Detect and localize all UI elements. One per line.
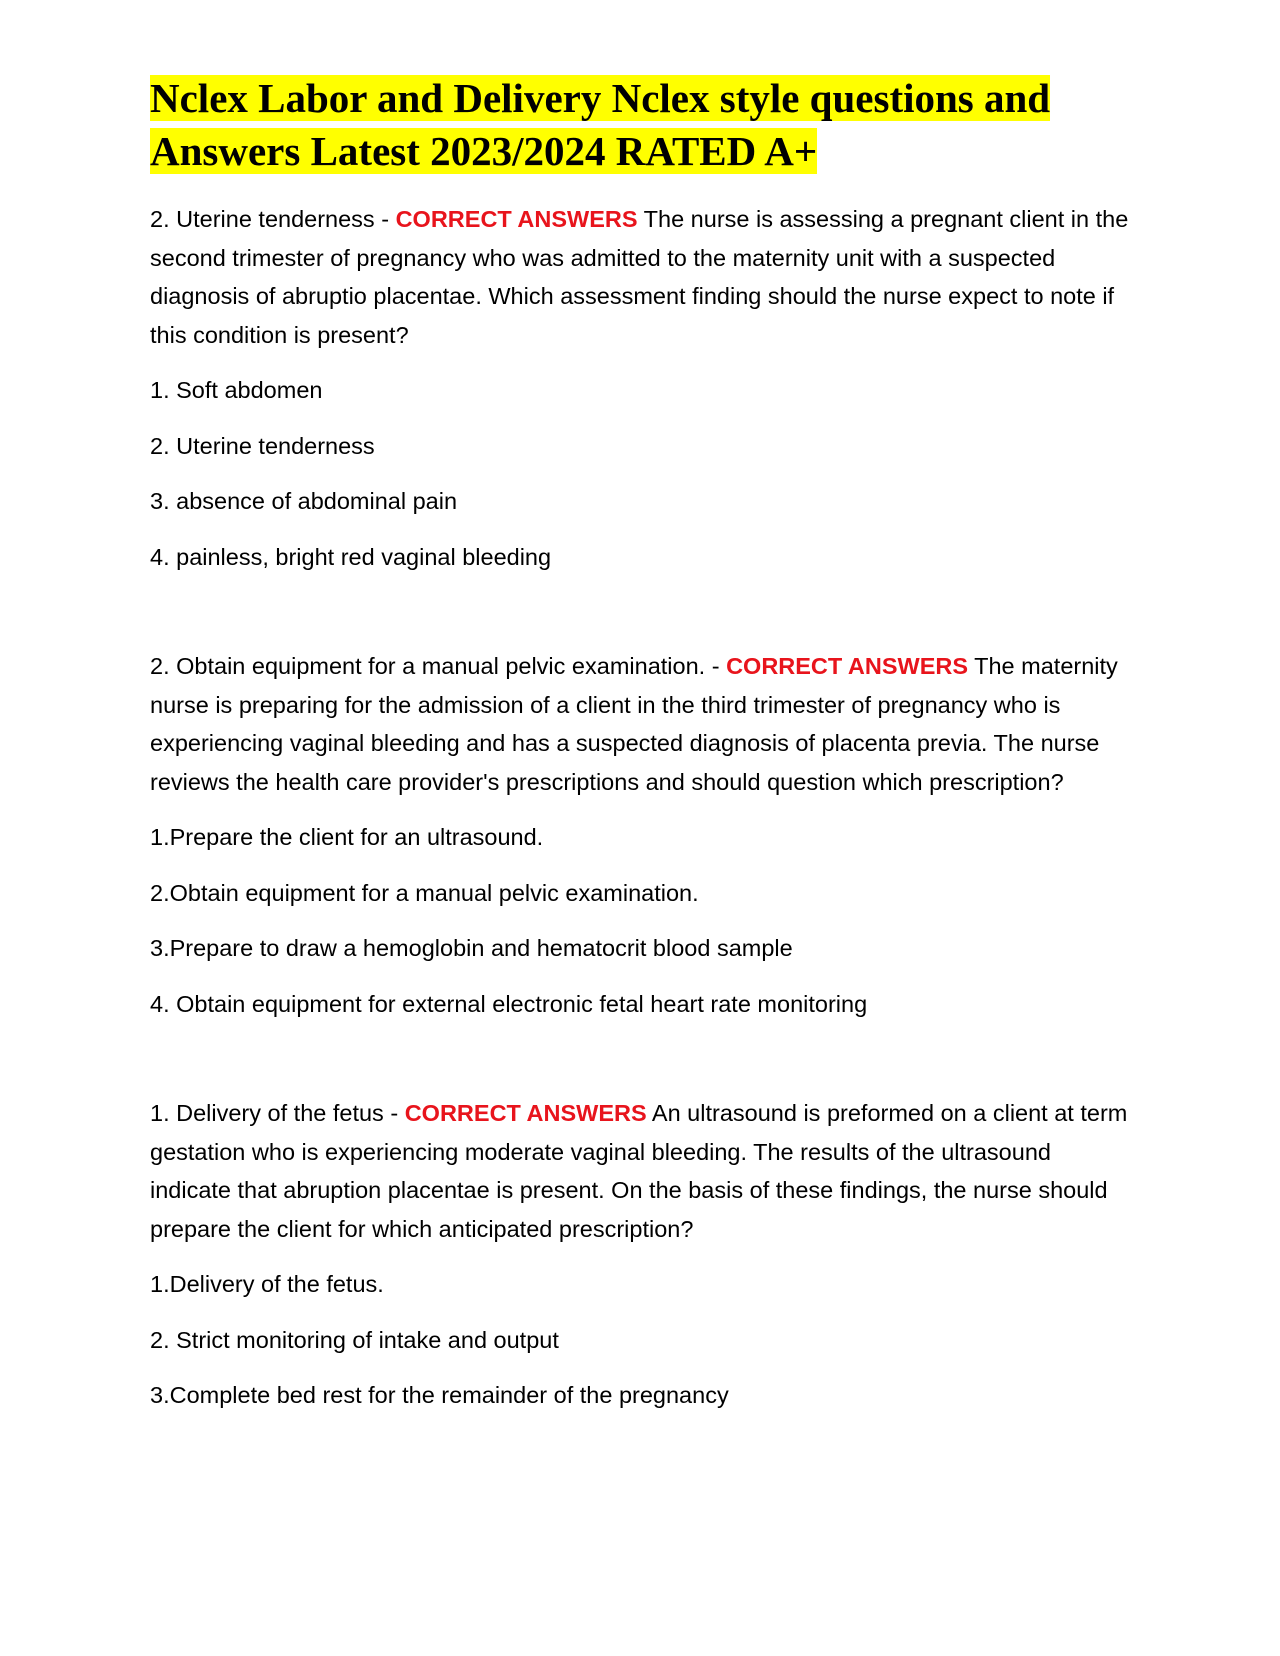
question-paragraph: [150, 647, 1135, 801]
question-paragraph: [150, 1094, 1135, 1248]
answer-option: 1. Soft abdomen: [150, 377, 323, 403]
section-spacer: [150, 593, 1135, 647]
document-title: [150, 72, 1135, 178]
question-stem: The nurse is assessing a pregnant client in the second trimester of pregnancy who was admitted to the maternity unit with a suspected diagnosis of abruptio placentae. Which assessment finding should the nurse expect to note if this condition is present?: [150, 206, 1129, 348]
answer-option: 4. painless, bright red vaginal bleeding: [150, 543, 552, 570]
title-highlight: Nclex Labor and Delivery Nclex style questions and Answers Latest 2023/2024 RATED A+: [150, 75, 1051, 174]
answer-option: 4. Obtain equipment for external electronic fetal heart rate monitoring: [150, 990, 868, 1017]
question-block: [150, 200, 1135, 576]
answer-option: 3.Prepare to draw a hemoglobin and hematocrit blood sample: [150, 935, 793, 961]
answer-option: 3.Complete bed rest for the remainder of the pregnancy: [150, 1382, 729, 1408]
question-stem: The maternity nurse is preparing for the admission of a client in the third trimester of pregnancy who is experiencing vaginal bleeding and has a suspected diagnosis of placenta previa. The nurse reviews the health care provider's prescriptions and should question which prescription?: [150, 653, 1118, 795]
answer-text: 2. Uterine tenderness -: [150, 206, 396, 232]
answer-option: 2.Obtain equipment for a manual pelvic examination.: [150, 879, 699, 906]
correct-answers-label: CORRECT ANSWERS: [726, 653, 969, 679]
correct-answers-label: CORRECT ANSWERS: [395, 206, 638, 232]
answer-text: 1. Delivery of the fetus -: [150, 1100, 405, 1126]
answer-text: 2. Obtain equipment for a manual pelvic examination. -: [150, 653, 727, 679]
question-stem: An ultrasound is preformed on a client at term gestation who is experiencing moderate vaginal bleeding. The results of the ultrasound indicate that abruption placentae is present. On the basis of these findings, the nurse should prepare the client for which anticipated prescription?: [150, 1100, 1128, 1242]
correct-answers-label: CORRECT ANSWERS: [404, 1100, 647, 1126]
answer-option: 2. Strict monitoring of intake and output: [150, 1326, 559, 1353]
answer-option: 1.Prepare the client for an ultrasound.: [150, 824, 544, 850]
question-block: [150, 647, 1135, 1023]
answer-option: 3. absence of abdominal pain: [150, 488, 458, 514]
answer-option: 2. Uterine tenderness: [150, 432, 375, 459]
answer-option: 1.Delivery of the fetus.: [150, 1271, 384, 1297]
section-spacer: [150, 1040, 1135, 1094]
document-page: [150, 72, 1135, 1432]
question-paragraph: [150, 200, 1135, 354]
question-block: [150, 1094, 1135, 1415]
